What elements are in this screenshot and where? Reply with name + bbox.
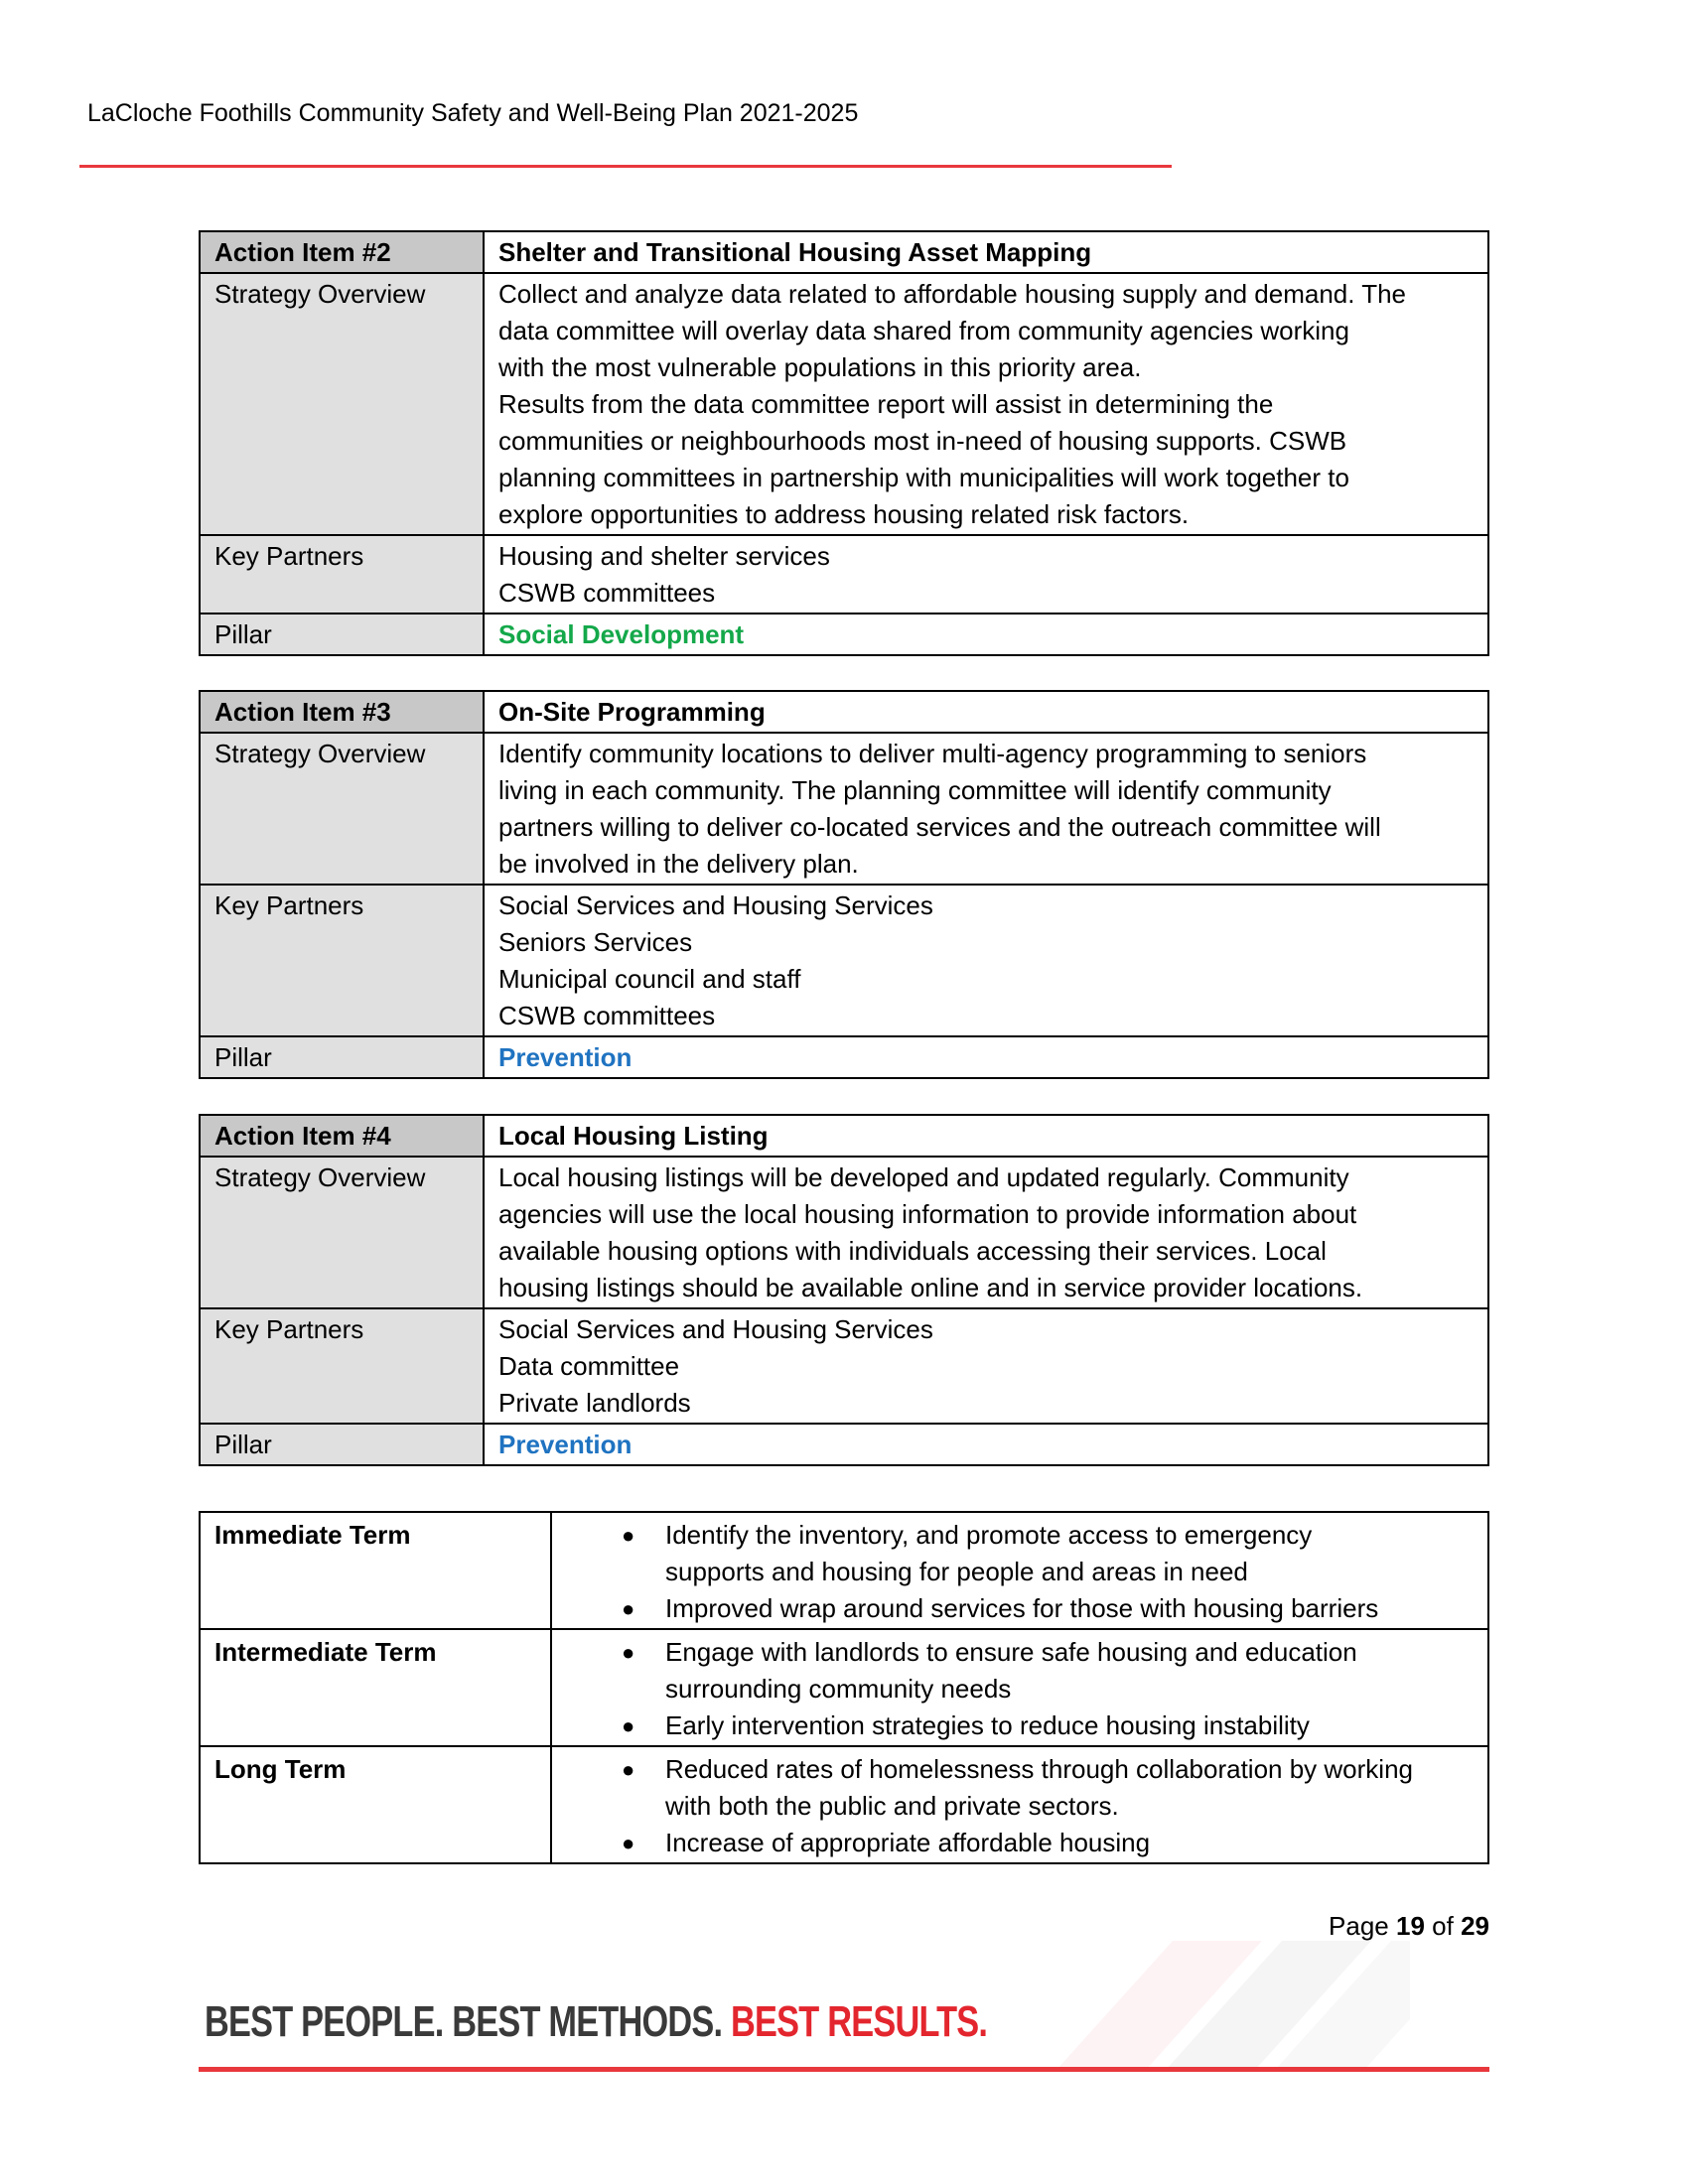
partner-item: Municipal council and staff bbox=[498, 964, 801, 994]
key-partners-list bbox=[484, 885, 1488, 1036]
key-partners-label: Key Partners bbox=[200, 1308, 484, 1424]
decorative-stripes bbox=[1053, 1941, 1410, 2070]
action-item-table-2 bbox=[199, 230, 1489, 656]
strategy-overview-text bbox=[484, 1157, 1488, 1308]
text-line: Reduced rates of homelessness through collaboration by working bbox=[665, 1754, 1413, 1784]
page-number bbox=[1192, 1911, 1489, 1942]
action-item-title: On-Site Programming bbox=[484, 691, 1488, 733]
text-line: Early intervention strategies to reduce housing instability bbox=[665, 1710, 1310, 1740]
text-line: Collect and analyze data related to affordable housing supply and demand. The bbox=[498, 279, 1407, 309]
term-outcomes bbox=[551, 1629, 1488, 1746]
partner-item: Social Services and Housing Services bbox=[498, 1314, 933, 1344]
text-line: available housing options with individuals accessing their services. Local bbox=[498, 1236, 1327, 1266]
partner-item: Social Services and Housing Services bbox=[498, 890, 933, 920]
company-tagline bbox=[205, 1997, 987, 2047]
key-partners-list bbox=[484, 1308, 1488, 1424]
outcome-bullet-item bbox=[566, 1751, 1474, 1825]
partner-item: Data committee bbox=[498, 1351, 680, 1381]
text-line: be involved in the delivery plan. bbox=[498, 849, 859, 879]
bullet-icon: ● bbox=[622, 1713, 635, 1738]
action-item-label: Action Item #3 bbox=[200, 691, 484, 733]
action-item-label: Action Item #4 bbox=[200, 1115, 484, 1157]
term-label: Intermediate Term bbox=[200, 1629, 551, 1746]
partner-item: CSWB committees bbox=[498, 578, 716, 608]
partner-item: Private landlords bbox=[498, 1388, 691, 1418]
outcome-bullet-item bbox=[566, 1825, 1474, 1861]
text-line: Identify community locations to deliver multi-agency programming to seniors bbox=[498, 739, 1367, 768]
text-line: with the most vulnerable populations in this priority area. bbox=[498, 352, 1142, 382]
partner-item: Housing and shelter services bbox=[498, 541, 830, 571]
tagline-red: BEST RESULTS. bbox=[731, 1997, 988, 2046]
action-item-label: Action Item #2 bbox=[200, 231, 484, 273]
action-item-title: Shelter and Transitional Housing Asset Mapping bbox=[484, 231, 1488, 273]
text-line: supports and housing for people and areas in need bbox=[665, 1557, 1248, 1586]
footer-divider bbox=[199, 2067, 1489, 2072]
outcome-bullet-item bbox=[566, 1634, 1474, 1707]
bullet-icon: ● bbox=[622, 1757, 635, 1782]
bullet-icon: ● bbox=[622, 1523, 635, 1548]
strategy-overview-text bbox=[484, 733, 1488, 885]
text-line: agencies will use the local housing information to provide information about bbox=[498, 1199, 1357, 1229]
text-line: Identify the inventory, and promote access to emergency bbox=[665, 1520, 1313, 1550]
text-line: Improved wrap around services for those with housing barriers bbox=[665, 1593, 1379, 1623]
page-of: of bbox=[1432, 1911, 1454, 1941]
term-label: Immediate Term bbox=[200, 1512, 551, 1629]
bullet-icon: ● bbox=[622, 1640, 635, 1665]
outcome-bullet-item bbox=[566, 1590, 1474, 1627]
outcome-bullet-item bbox=[566, 1517, 1474, 1590]
action-item-table-3 bbox=[199, 690, 1489, 1079]
term-outcomes bbox=[551, 1746, 1488, 1863]
pillar-label: Pillar bbox=[200, 1036, 484, 1078]
text-line: explore opportunities to address housing related risk factors. bbox=[498, 499, 1190, 529]
strategy-overview-label: Strategy Overview bbox=[200, 1157, 484, 1308]
bullet-icon: ● bbox=[622, 1596, 635, 1621]
key-partners-label: Key Partners bbox=[200, 535, 484, 614]
term-label: Long Term bbox=[200, 1746, 551, 1863]
strategy-overview-label: Strategy Overview bbox=[200, 273, 484, 535]
strategy-overview-text bbox=[484, 273, 1488, 535]
action-item-title: Local Housing Listing bbox=[484, 1115, 1488, 1157]
text-line: communities or neighbourhoods most in-need of housing supports. CSWB bbox=[498, 426, 1347, 456]
term-outcomes bbox=[551, 1512, 1488, 1629]
tagline-dark: BEST PEOPLE. BEST METHODS. bbox=[205, 1997, 723, 2046]
document-header-title: LaCloche Foothills Community Safety and Well-Being Plan 2021-2025 bbox=[87, 99, 859, 127]
text-line: living in each community. The planning committee will identify community bbox=[498, 775, 1332, 805]
page-prefix: Page bbox=[1329, 1911, 1389, 1941]
text-line: Increase of appropriate affordable housing bbox=[665, 1828, 1151, 1857]
text-line: with both the public and private sectors. bbox=[665, 1791, 1119, 1821]
pillar-value: Prevention bbox=[484, 1424, 1488, 1465]
pillar-value: Social Development bbox=[484, 614, 1488, 655]
text-line: surrounding community needs bbox=[665, 1674, 1012, 1704]
outcomes-term-table bbox=[199, 1511, 1489, 1864]
strategy-overview-label: Strategy Overview bbox=[200, 733, 484, 885]
outcome-bullet-item bbox=[566, 1707, 1474, 1744]
text-line: Engage with landlords to ensure safe housing and education bbox=[665, 1637, 1357, 1667]
pillar-value: Prevention bbox=[484, 1036, 1488, 1078]
pillar-label: Pillar bbox=[200, 614, 484, 655]
header-divider bbox=[79, 165, 1172, 168]
text-line: data committee will overlay data shared from community agencies working bbox=[498, 316, 1349, 345]
text-line: planning committees in partnership with municipalities will work together to bbox=[498, 463, 1349, 492]
partner-item: Seniors Services bbox=[498, 927, 693, 957]
action-item-table-4 bbox=[199, 1114, 1489, 1466]
page-current: 19 bbox=[1396, 1911, 1425, 1941]
key-partners-label: Key Partners bbox=[200, 885, 484, 1036]
partner-item: CSWB committees bbox=[498, 1001, 716, 1030]
page-total: 29 bbox=[1461, 1911, 1489, 1941]
text-line: Results from the data committee report will assist in determining the bbox=[498, 389, 1274, 419]
bullet-icon: ● bbox=[622, 1831, 635, 1855]
text-line: housing listings should be available online and in service provider locations. bbox=[498, 1273, 1363, 1302]
text-line: partners willing to deliver co-located services and the outreach committee will bbox=[498, 812, 1381, 842]
key-partners-list bbox=[484, 535, 1488, 614]
text-line: Local housing listings will be developed and updated regularly. Community bbox=[498, 1162, 1349, 1192]
pillar-label: Pillar bbox=[200, 1424, 484, 1465]
